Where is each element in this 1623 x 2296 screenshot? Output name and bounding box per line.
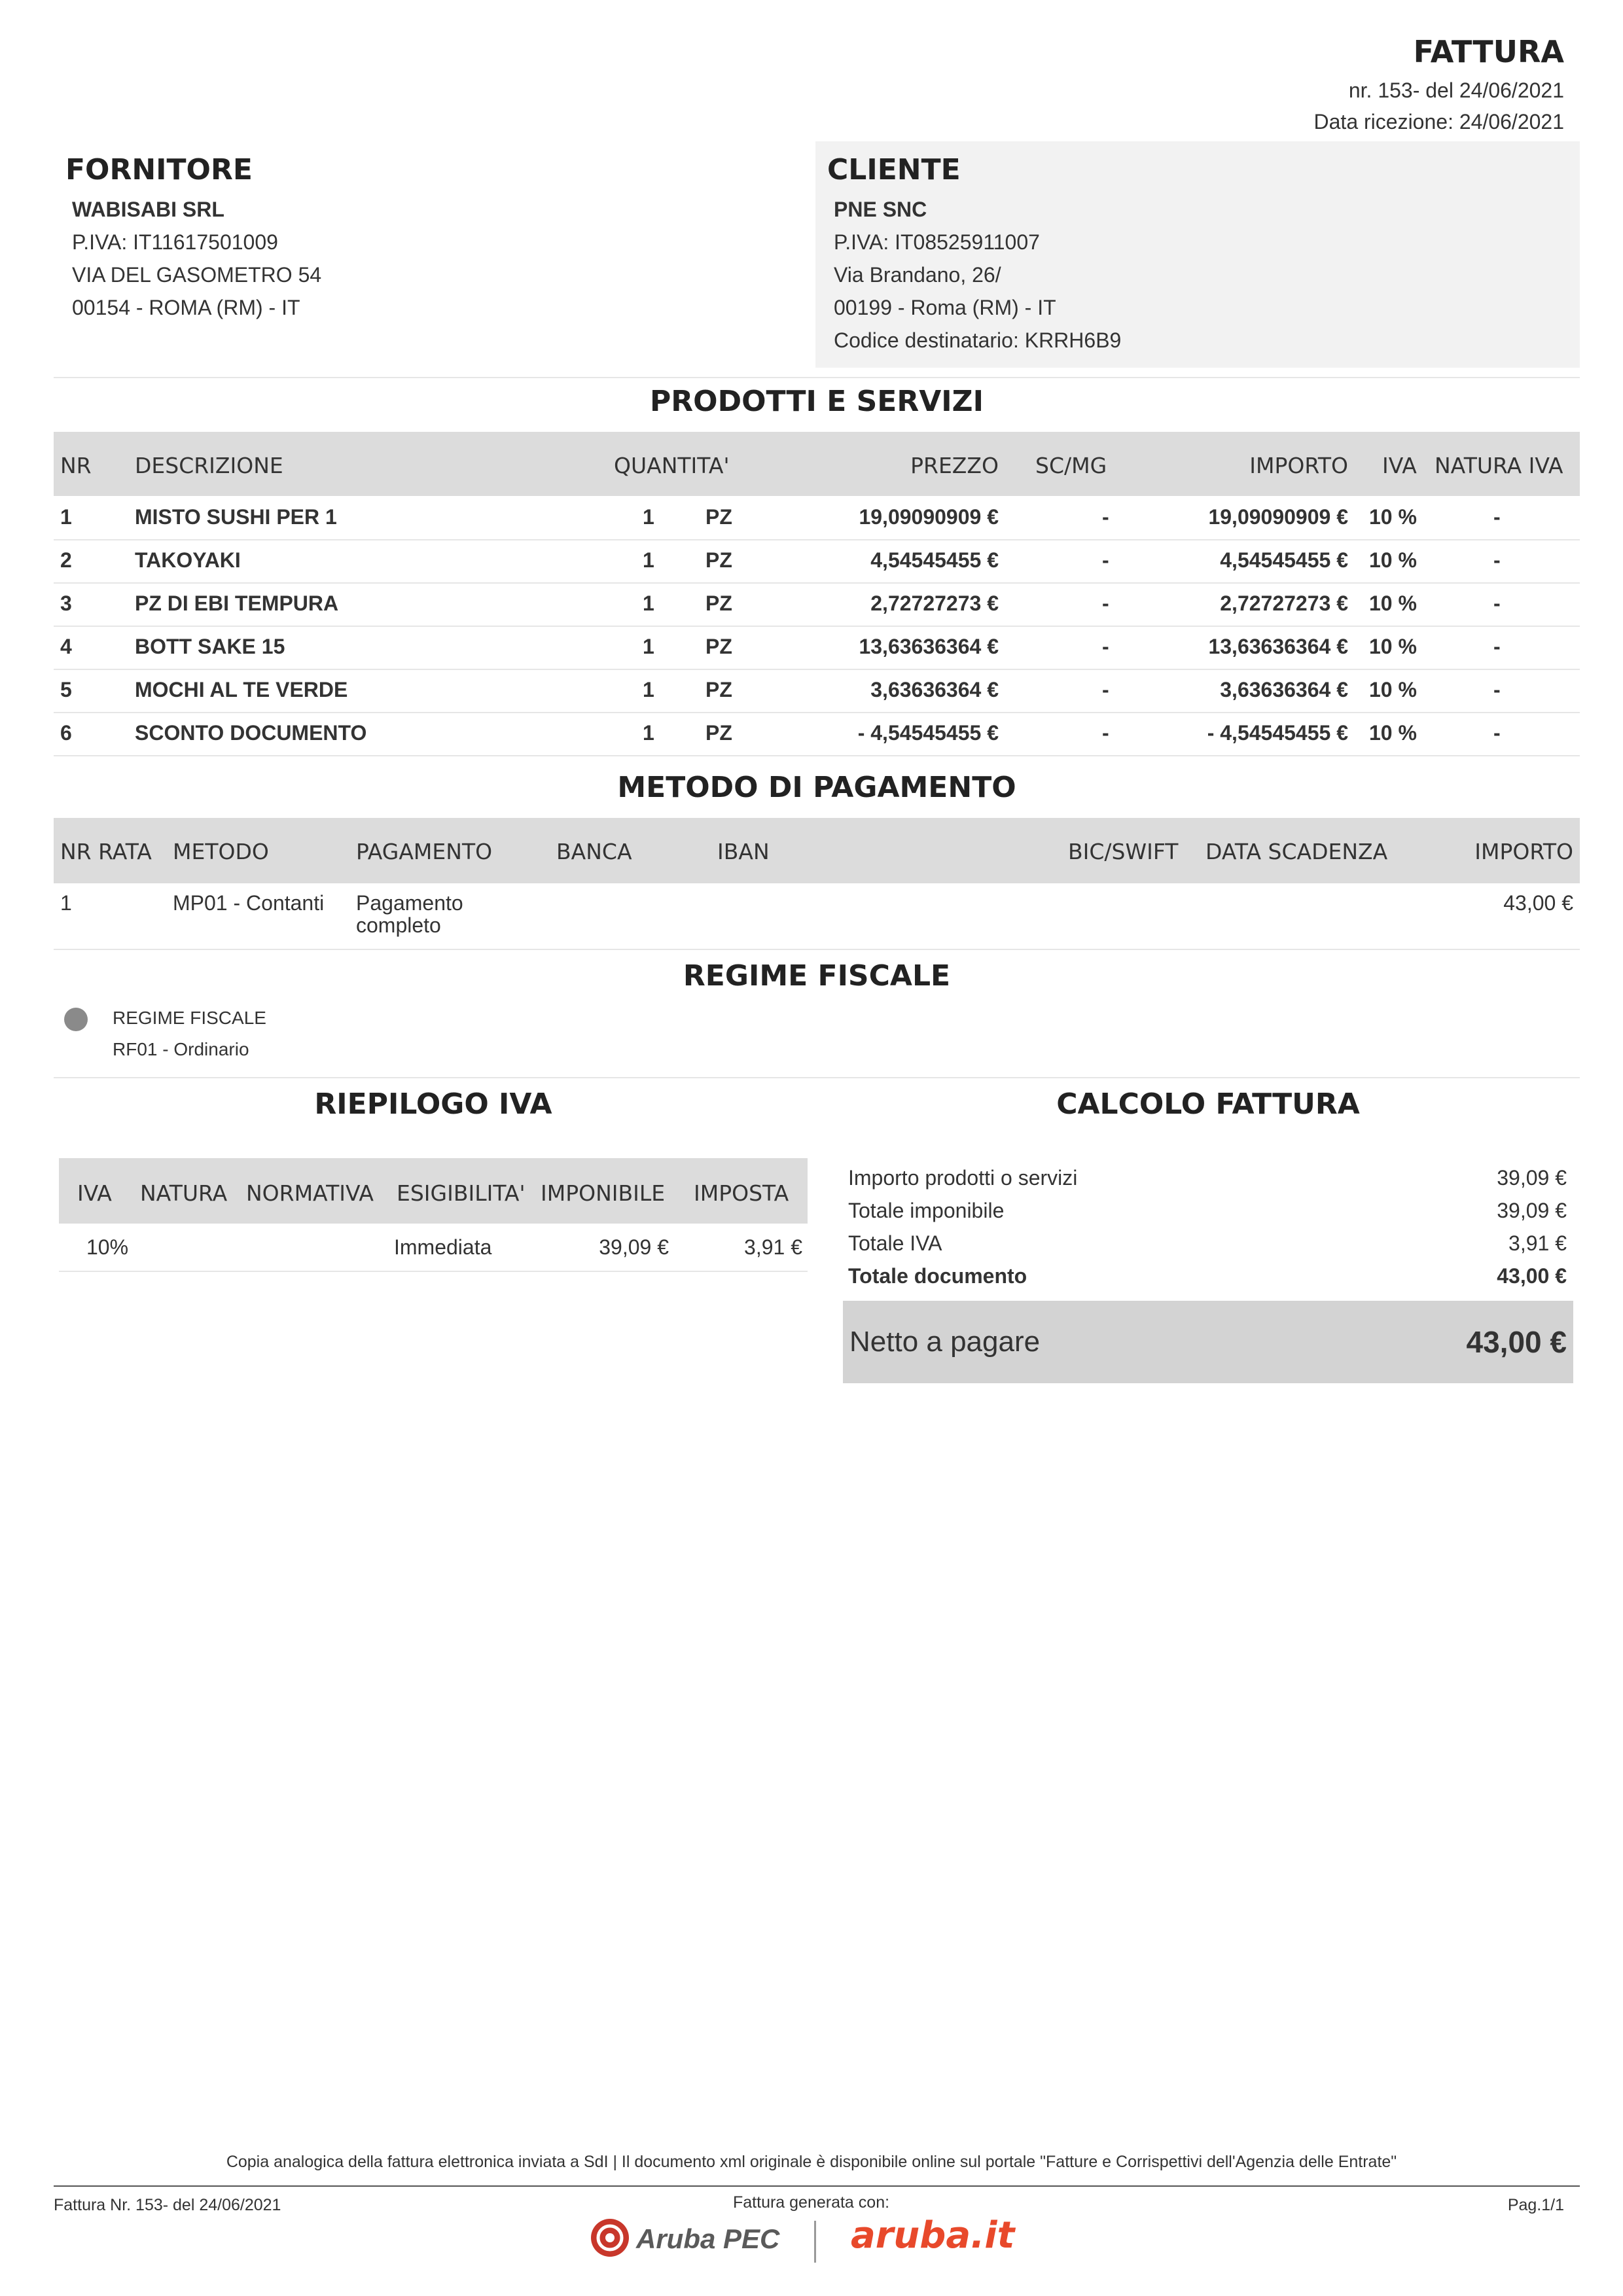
row-amount: 13,63636364 € <box>1208 635 1348 658</box>
client-city: 00199 - Roma (RM) - IT <box>834 296 1056 319</box>
footer-page-number: Pag.1/1 <box>1507 2196 1564 2214</box>
row-amount: - 4,54545455 € <box>1207 721 1348 745</box>
row-nr: 5 <box>60 678 72 701</box>
supplier-section <box>54 141 787 368</box>
calc-label: Importo prodotti o servizi <box>848 1166 1078 1190</box>
row-amount: 19,09090909 € <box>1208 505 1348 529</box>
payment-status-line1: Pagamento <box>356 891 463 915</box>
row-vat: 10 % <box>1369 721 1417 745</box>
row-price: 4,54545455 € <box>870 548 999 572</box>
row-price: 3,63636364 € <box>870 678 999 701</box>
row-unit: PZ <box>705 592 732 615</box>
client-vat: P.IVA: IT08525911007 <box>834 230 1040 254</box>
row-qty: 1 <box>643 721 654 745</box>
row-qty: 1 <box>643 635 654 658</box>
row-description: TAKOYAKI <box>135 548 241 572</box>
tax-regime-heading: REGIME FISCALE <box>683 959 951 993</box>
col-chargeability: ESIGIBILITA' <box>397 1180 526 1206</box>
col-vat-nature: NATURA IVA <box>1435 453 1563 478</box>
calc-label: Totale IVA <box>848 1231 942 1255</box>
payment-heading: METODO DI PAGAMENTO <box>617 771 1016 804</box>
products-heading: PRODOTTI E SERVIZI <box>650 385 984 418</box>
row-unit: PZ <box>705 548 732 572</box>
col-nr: NR <box>60 453 92 478</box>
col-quantity: QUANTITA' <box>614 453 730 478</box>
client-section <box>815 141 1580 368</box>
row-description: MISTO SUSHI PER 1 <box>135 505 337 529</box>
supplier-name: WABISABI SRL <box>72 198 224 221</box>
supplier-city: 00154 - ROMA (RM) - IT <box>72 296 300 319</box>
client-name: PNE SNC <box>834 198 927 221</box>
payment-amount: 43,00 € <box>1503 891 1573 915</box>
table-row <box>54 539 1580 584</box>
document-received-date: Data ricezione: 24/06/2021 <box>1313 110 1564 133</box>
col-installment: NR RATA <box>60 839 152 864</box>
footer-note: Copia analogica della fattura elettronica inviata a SdI | Il documento xml originale è disponibile online sul portale "Fatture e Corrispettivi dell'Agenzia delle Entrate" <box>226 2153 1397 2171</box>
calc-value: 39,09 € <box>1497 1199 1567 1222</box>
row-vat: 10 % <box>1369 548 1417 572</box>
table-row <box>54 883 1580 950</box>
row-nr: 6 <box>60 721 72 745</box>
row-discount: - <box>1102 592 1109 615</box>
net-to-pay-value: 43,00 € <box>1466 1325 1567 1359</box>
seal-icon <box>589 2217 631 2259</box>
calc-line-products <box>843 1166 1573 1199</box>
supplier-vat: P.IVA: IT11617501009 <box>72 230 278 254</box>
row-unit: PZ <box>705 721 732 745</box>
col-payment-amount: IMPORTO <box>1474 839 1573 864</box>
row-discount: - <box>1102 635 1109 658</box>
row-price: 19,09090909 € <box>859 505 999 529</box>
col-vat: IVA <box>1382 453 1417 478</box>
logo-separator <box>814 2221 816 2263</box>
net-to-pay-box <box>843 1301 1573 1383</box>
table-row <box>54 496 1580 540</box>
col-taxable: IMPONIBILE <box>541 1180 666 1206</box>
calc-line-total <box>843 1264 1573 1297</box>
row-vat-nature: - <box>1493 548 1501 572</box>
products-table-header <box>54 432 1580 496</box>
vat-chargeability: Immediata <box>394 1235 492 1259</box>
row-vat-nature: - <box>1493 678 1501 701</box>
payment-status-line2: completo <box>356 913 441 937</box>
row-description: PZ DI EBI TEMPURA <box>135 592 339 615</box>
table-row <box>59 1224 808 1272</box>
row-discount: - <box>1102 678 1109 701</box>
table-row <box>54 626 1580 670</box>
calc-line-taxable <box>843 1199 1573 1231</box>
aruba-logo: aruba.it <box>851 2214 1015 2257</box>
footer-divider <box>54 2185 1580 2187</box>
document-title: FATTURA <box>1413 34 1564 69</box>
col-price: PREZZO <box>910 453 999 478</box>
row-discount: - <box>1102 505 1109 529</box>
calc-value: 3,91 € <box>1508 1231 1567 1255</box>
col-norm: NORMATIVA <box>246 1180 374 1206</box>
supplier-address: VIA DEL GASOMETRO 54 <box>72 263 322 287</box>
row-vat: 10 % <box>1369 635 1417 658</box>
row-qty: 1 <box>643 592 654 615</box>
row-amount: 2,72727273 € <box>1220 592 1348 615</box>
row-qty: 1 <box>643 548 654 572</box>
vat-summary-table-header <box>59 1158 808 1224</box>
row-nr: 3 <box>60 592 72 615</box>
vat-rate: 10% <box>86 1235 129 1259</box>
row-discount: - <box>1102 721 1109 745</box>
col-payment: PAGAMENTO <box>356 839 493 864</box>
payment-method: MP01 - Contanti <box>173 891 325 915</box>
row-qty: 1 <box>643 505 654 529</box>
row-amount: 3,63636364 € <box>1220 678 1348 701</box>
calculation-heading: CALCOLO FATTURA <box>1056 1087 1360 1121</box>
bullet-icon <box>64 1008 88 1031</box>
installment-number: 1 <box>60 891 72 915</box>
footer-invoice-ref: Fattura Nr. 153- del 24/06/2021 <box>54 2196 281 2214</box>
row-amount: 4,54545455 € <box>1220 548 1348 572</box>
table-row <box>54 582 1580 627</box>
table-row <box>54 669 1580 713</box>
vat-taxable: 39,09 € <box>599 1235 669 1259</box>
payment-table-header <box>54 818 1580 883</box>
col-bic: BIC/SWIFT <box>1068 839 1179 864</box>
col-tax: IMPOSTA <box>694 1180 789 1206</box>
table-row <box>54 712 1580 756</box>
col-amount: IMPORTO <box>1249 453 1348 478</box>
document-number: nr. 153- del 24/06/2021 <box>1348 79 1564 102</box>
vat-summary-heading: RIEPILOGO IVA <box>314 1087 552 1121</box>
net-to-pay-label: Netto a pagare <box>849 1326 1041 1358</box>
row-vat-nature: - <box>1493 592 1501 615</box>
col-description: DESCRIZIONE <box>135 453 283 478</box>
row-nr: 1 <box>60 505 72 529</box>
divider <box>54 377 1580 378</box>
row-nr: 2 <box>60 548 72 572</box>
col-vat-rate: IVA <box>77 1180 112 1206</box>
calc-value: 39,09 € <box>1497 1166 1567 1190</box>
col-due-date: DATA SCADENZA <box>1205 839 1388 864</box>
row-vat: 10 % <box>1369 505 1417 529</box>
client-heading: CLIENTE <box>827 153 961 186</box>
tax-regime-label: REGIME FISCALE <box>113 1008 266 1028</box>
row-description: MOCHI AL TE VERDE <box>135 678 348 701</box>
supplier-heading: FORNITORE <box>65 153 253 186</box>
row-price: 13,63636364 € <box>859 635 999 658</box>
col-method: METODO <box>173 839 269 864</box>
client-recipient-code: Codice destinatario: KRRH6B9 <box>834 328 1122 352</box>
col-iban: IBAN <box>717 839 770 864</box>
aruba-pec-logo-text: Aruba PEC <box>636 2223 780 2254</box>
aruba-pec-logo <box>589 2217 780 2263</box>
row-unit: PZ <box>705 678 732 701</box>
row-unit: PZ <box>705 635 732 658</box>
row-qty: 1 <box>643 678 654 701</box>
tax-regime-value: RF01 - Ordinario <box>113 1039 249 1059</box>
row-vat-nature: - <box>1493 721 1501 745</box>
row-description: BOTT SAKE 15 <box>135 635 285 658</box>
calc-label: Totale imponibile <box>848 1199 1005 1222</box>
row-vat: 10 % <box>1369 592 1417 615</box>
row-discount: - <box>1102 548 1109 572</box>
calc-line-vat <box>843 1231 1573 1264</box>
row-vat-nature: - <box>1493 635 1501 658</box>
col-bank: BANCA <box>556 839 632 864</box>
col-discount: SC/MG <box>1035 453 1107 478</box>
client-address: Via Brandano, 26/ <box>834 263 1001 287</box>
calc-label: Totale documento <box>848 1264 1027 1288</box>
vat-tax: 3,91 € <box>744 1235 802 1259</box>
row-price: - 4,54545455 € <box>857 721 999 745</box>
row-vat-nature: - <box>1493 505 1501 529</box>
row-nr: 4 <box>60 635 72 658</box>
col-nature: NATURA <box>140 1180 228 1206</box>
row-price: 2,72727273 € <box>870 592 999 615</box>
divider <box>54 1077 1580 1078</box>
row-unit: PZ <box>705 505 732 529</box>
calc-value: 43,00 € <box>1497 1264 1567 1288</box>
row-description: SCONTO DOCUMENTO <box>135 721 367 745</box>
footer-generated-with: Fattura generata con: <box>733 2193 890 2212</box>
row-vat: 10 % <box>1369 678 1417 701</box>
